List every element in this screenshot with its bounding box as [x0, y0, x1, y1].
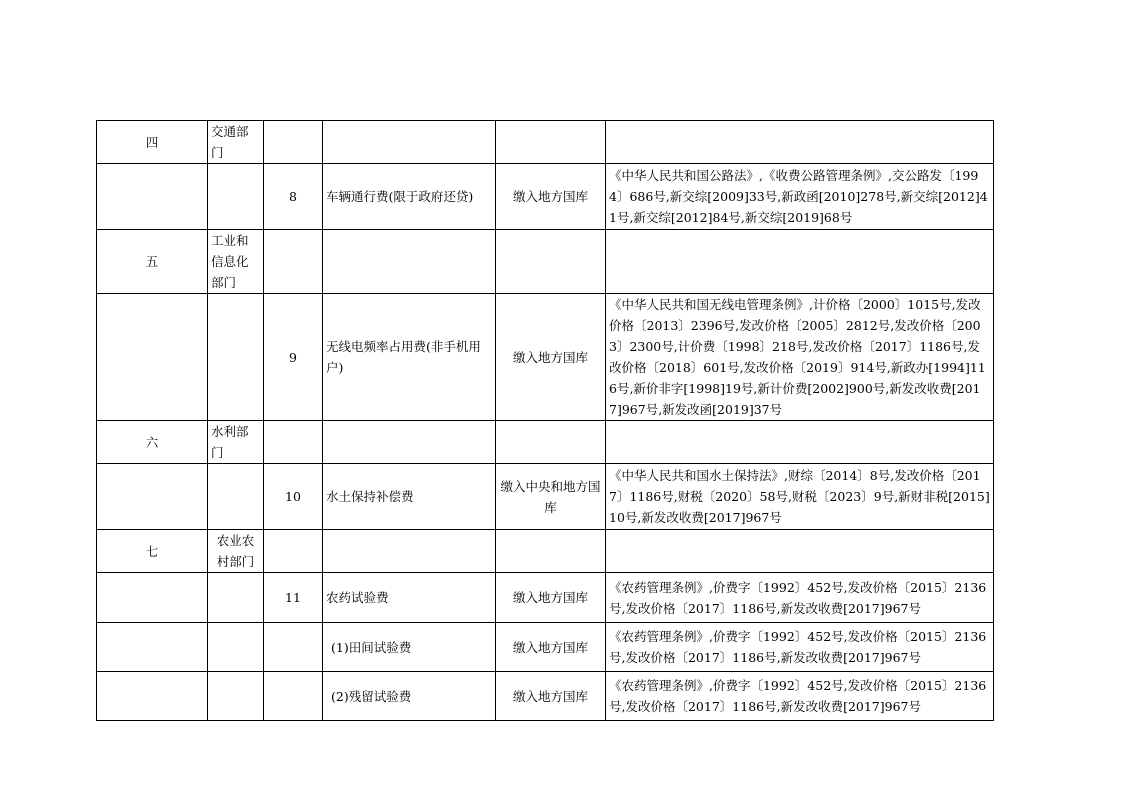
item-number: 9 [264, 294, 323, 421]
legal-basis: 《中华人民共和国公路法》,《收费公路管理条例》,交公路发〔1994〕686号,新交综[2009]33号,新政函[2010]278号,新交综[2012]41号,新交综[2012]84号,新交综[2019]68号 [606, 164, 994, 230]
legal-basis: 《农药管理条例》,价费字〔1992〕452号,发改价格〔2015〕2136号,发改价格〔2017〕1186号,新发改收费[2017]967号 [606, 672, 994, 721]
fee-item-row [97, 294, 994, 421]
empty-cell [606, 530, 994, 573]
empty-cell [208, 623, 264, 672]
department-name: 农业农村部门 [208, 530, 264, 573]
category-number: 四 [97, 121, 208, 164]
legal-basis: 《农药管理条例》,价费字〔1992〕452号,发改价格〔2015〕2136号,发改价格〔2017〕1186号,新发改收费[2017]967号 [606, 573, 994, 623]
item-number [264, 623, 323, 672]
empty-cell [606, 230, 994, 294]
category-number: 七 [97, 530, 208, 573]
item-number: 8 [264, 164, 323, 230]
item-number: 10 [264, 464, 323, 530]
empty-cell [264, 530, 323, 573]
item-number: 11 [264, 573, 323, 623]
fund-destination: 缴入地方国库 [496, 573, 606, 623]
fee-subitem-name: (1)田间试验费 [323, 623, 496, 672]
fee-subitem-name: (2)残留试验费 [323, 672, 496, 721]
fund-destination: 缴入地方国库 [496, 164, 606, 230]
empty-cell [208, 573, 264, 623]
empty-cell [97, 294, 208, 421]
fee-subitem-row [97, 623, 994, 672]
fee-item-row [97, 164, 994, 230]
fee-item-row [97, 464, 994, 530]
fee-subitem-row [97, 672, 994, 721]
fee-item-name: 农药试验费 [323, 573, 496, 623]
empty-cell [323, 121, 496, 164]
empty-cell [496, 421, 606, 464]
fund-destination: 缴入地方国库 [496, 294, 606, 421]
empty-cell [208, 464, 264, 530]
fee-item-row [97, 573, 994, 623]
fund-destination: 缴入中央和地方国库 [496, 464, 606, 530]
empty-cell [496, 121, 606, 164]
empty-cell [208, 294, 264, 421]
item-number [264, 672, 323, 721]
empty-cell [323, 530, 496, 573]
empty-cell [97, 464, 208, 530]
fund-destination: 缴入地方国库 [496, 623, 606, 672]
legal-basis: 《中华人民共和国水土保持法》,财综〔2014〕8号,发改价格〔2017〕1186号,财税〔2020〕58号,财税〔2023〕9号,新财非税[2015]10号,新发改收费[2017]967号 [606, 464, 994, 530]
legal-basis: 《农药管理条例》,价费字〔1992〕452号,发改价格〔2015〕2136号,发改价格〔2017〕1186号,新发改收费[2017]967号 [606, 623, 994, 672]
empty-cell [323, 230, 496, 294]
category-number: 五 [97, 230, 208, 294]
empty-cell [208, 164, 264, 230]
department-name: 水利部门 [208, 421, 264, 464]
category-row [97, 421, 994, 464]
category-row [97, 230, 994, 294]
category-row [97, 121, 994, 164]
empty-cell [264, 230, 323, 294]
empty-cell [208, 672, 264, 721]
category-row [97, 530, 994, 573]
fee-item-name: 无线电频率占用费(非手机用户) [323, 294, 496, 421]
department-name: 交通部门 [208, 121, 264, 164]
empty-cell [97, 672, 208, 721]
fund-destination: 缴入地方国库 [496, 672, 606, 721]
empty-cell [97, 623, 208, 672]
empty-cell [97, 573, 208, 623]
legal-basis: 《中华人民共和国无线电管理条例》,计价格〔2000〕1015号,发改价格〔2013〕2396号,发改价格〔2005〕2812号,发改价格〔2003〕2300号,计价费〔1998〕218号,发改价格〔2017〕1186号,发改价格〔2018〕601号,发改价格〔2019〕914号,新政办[1994]116号,新价非字[1998]19号,新计价费[2002]900号,新发改收费[2017]967号,新发改函[2019]37号 [606, 294, 994, 421]
empty-cell [97, 164, 208, 230]
department-name: 工业和信息化部门 [208, 230, 264, 294]
empty-cell [606, 421, 994, 464]
fee-table [96, 120, 994, 721]
fee-item-name: 车辆通行费(限于政府还贷) [323, 164, 496, 230]
empty-cell [496, 230, 606, 294]
empty-cell [606, 121, 994, 164]
empty-cell [496, 530, 606, 573]
empty-cell [323, 421, 496, 464]
category-number: 六 [97, 421, 208, 464]
empty-cell [264, 121, 323, 164]
empty-cell [264, 421, 323, 464]
fee-item-name: 水土保持补偿费 [323, 464, 496, 530]
